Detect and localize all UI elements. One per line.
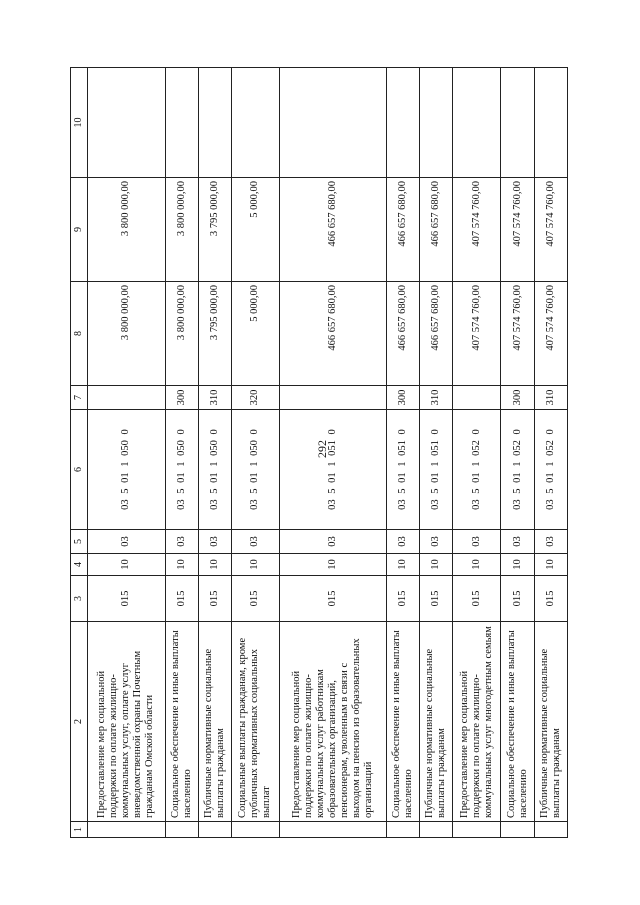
row-value-cell: 3 800 000,00	[165, 282, 198, 386]
row-value-cell: 03	[231, 530, 279, 554]
row-value-cell	[88, 68, 166, 178]
table-row	[534, 68, 567, 838]
column-header: 10	[71, 68, 88, 178]
table-row	[420, 68, 453, 838]
row-value-cell: 03	[165, 530, 198, 554]
row-value-cell: 03	[420, 530, 453, 554]
row-name-cell: Социальное обеспечение и иные выплаты населению	[387, 622, 420, 822]
table-row	[198, 68, 231, 838]
row-value-cell: 015	[534, 576, 567, 622]
row-value-cell	[165, 68, 198, 178]
page-number: 292	[315, 440, 329, 458]
column-header: 5	[71, 530, 88, 554]
row-value-cell: 300	[501, 386, 534, 410]
row-value-cell: 015	[198, 576, 231, 622]
row-name-cell: Публичные нормативные социальные выплаты гражданам	[420, 622, 453, 822]
row-value-cell: 10	[88, 554, 166, 576]
row-value-cell: 03	[534, 530, 567, 554]
row-value-cell	[198, 68, 231, 178]
column-header: 9	[71, 178, 88, 282]
row-value-cell: 015	[88, 576, 166, 622]
row-value-cell: 10	[453, 554, 501, 576]
row-index-cell	[453, 822, 501, 838]
row-name-cell: Социальное обеспечение и иные выплаты населению	[165, 622, 198, 822]
row-value-cell	[453, 68, 501, 178]
row-value-cell: 10	[420, 554, 453, 576]
row-value-cell: 10	[165, 554, 198, 576]
row-value-cell: 320	[231, 386, 279, 410]
row-index-cell	[165, 822, 198, 838]
row-value-cell: 466 657 680,00	[279, 178, 386, 282]
row-name-cell: Социальные выплаты гражданам, кроме публичных нормативных социальных выплат	[231, 622, 279, 822]
table-row	[279, 68, 386, 838]
row-value-cell: 466 657 680,00	[420, 178, 453, 282]
column-header: 3	[71, 576, 88, 622]
row-value-cell: 015	[501, 576, 534, 622]
row-value-cell: 015	[387, 576, 420, 622]
column-header: 7	[71, 386, 88, 410]
row-value-cell: 10	[534, 554, 567, 576]
row-value-cell: 03	[198, 530, 231, 554]
row-value-cell: 407 574 760,00	[534, 178, 567, 282]
row-value-cell: 015	[420, 576, 453, 622]
row-value-cell: 300	[165, 386, 198, 410]
row-value-cell: 466 657 680,00	[279, 282, 386, 386]
row-value-cell: 3 800 000,00	[88, 178, 166, 282]
row-value-cell: 015	[231, 576, 279, 622]
row-value-cell: 310	[198, 386, 231, 410]
row-value-cell: 03	[501, 530, 534, 554]
row-name-cell: Публичные нормативные социальные выплаты гражданам	[534, 622, 567, 822]
row-value-cell: 3 800 000,00	[88, 282, 166, 386]
row-name-cell: Публичные нормативные социальные выплаты гражданам	[198, 622, 231, 822]
row-value-cell: 3 795 000,00	[198, 178, 231, 282]
row-index-cell	[501, 822, 534, 838]
row-value-cell	[501, 68, 534, 178]
row-value-cell: 03 5 01 1 050 0	[231, 410, 279, 530]
row-value-cell: 10	[387, 554, 420, 576]
row-value-cell: 03 5 01 1 052 0	[501, 410, 534, 530]
row-value-cell: 03	[387, 530, 420, 554]
row-value-cell	[387, 68, 420, 178]
row-value-cell: 10	[279, 554, 386, 576]
row-value-cell: 03	[279, 530, 386, 554]
row-value-cell: 03 5 01 1 051 0	[387, 410, 420, 530]
row-value-cell: 466 657 680,00	[387, 178, 420, 282]
row-value-cell: 03 5 01 1 051 0	[420, 410, 453, 530]
row-value-cell: 10	[198, 554, 231, 576]
row-value-cell: 03 5 01 1 051 0	[279, 410, 386, 530]
column-header: 1	[71, 822, 88, 838]
row-value-cell: 03 5 01 1 050 0	[88, 410, 166, 530]
row-value-cell: 3 795 000,00	[198, 282, 231, 386]
table-row	[231, 68, 279, 838]
row-value-cell: 466 657 680,00	[420, 282, 453, 386]
row-index-cell	[534, 822, 567, 838]
row-name-cell: Социальное обеспечение и иные выплаты населению	[501, 622, 534, 822]
row-value-cell: 03	[88, 530, 166, 554]
row-value-cell: 5 000,00	[231, 282, 279, 386]
row-value-cell: 300	[387, 386, 420, 410]
row-index-cell	[198, 822, 231, 838]
table-row	[501, 68, 534, 838]
table-row	[88, 68, 166, 838]
row-value-cell	[534, 68, 567, 178]
rotated-table-wrapper	[70, 68, 568, 838]
row-value-cell: 03 5 01 1 050 0	[165, 410, 198, 530]
column-header: 8	[71, 282, 88, 386]
row-value-cell: 310	[420, 386, 453, 410]
row-value-cell: 407 574 760,00	[453, 178, 501, 282]
row-value-cell: 03 5 01 1 050 0	[198, 410, 231, 530]
row-value-cell: 10	[231, 554, 279, 576]
row-value-cell: 310	[534, 386, 567, 410]
row-value-cell: 407 574 760,00	[501, 282, 534, 386]
row-value-cell: 407 574 760,00	[501, 178, 534, 282]
row-value-cell: 466 657 680,00	[387, 282, 420, 386]
row-name-cell: Предоставление мер социальной поддержки по оплате жилищно-коммунальных услуг работникам образовательных организаций, пенсионерам, уволенным в связи с выходом на пенсию из образовательных организаций	[279, 622, 386, 822]
row-value-cell	[453, 386, 501, 410]
row-value-cell	[88, 386, 166, 410]
row-name-cell: Предоставление мер социальной поддержки по оплате жилищно-коммунальных услуг, оплате услуг вневедомственной охраны Почетным гражданам Омской области	[88, 622, 166, 822]
row-index-cell	[231, 822, 279, 838]
row-index-cell	[88, 822, 166, 838]
row-value-cell: 03 5 01 1 052 0	[453, 410, 501, 530]
row-value-cell	[420, 68, 453, 178]
row-value-cell: 015	[453, 576, 501, 622]
row-value-cell: 015	[279, 576, 386, 622]
row-index-cell	[279, 822, 386, 838]
column-header: 6	[71, 410, 88, 530]
row-value-cell: 03	[453, 530, 501, 554]
row-value-cell	[279, 68, 386, 178]
row-value-cell: 5 000,00	[231, 178, 279, 282]
row-value-cell: 407 574 760,00	[453, 282, 501, 386]
column-header: 2	[71, 622, 88, 822]
table-row	[165, 68, 198, 838]
row-value-cell: 3 800 000,00	[165, 178, 198, 282]
table-header-row	[71, 68, 88, 838]
budget-table	[70, 67, 568, 838]
table-row	[453, 68, 501, 838]
column-header: 4	[71, 554, 88, 576]
row-value-cell: 015	[165, 576, 198, 622]
row-value-cell: 407 574 760,00	[534, 282, 567, 386]
row-value-cell: 10	[501, 554, 534, 576]
table-row	[387, 68, 420, 838]
row-name-cell: Предоставление мер социальной поддержки по оплате жилищно-коммунальных услуг многодетным семьям	[453, 622, 501, 822]
row-value-cell: 03 5 01 1 052 0	[534, 410, 567, 530]
row-value-cell	[279, 386, 386, 410]
row-index-cell	[387, 822, 420, 838]
row-index-cell	[420, 822, 453, 838]
row-value-cell	[231, 68, 279, 178]
